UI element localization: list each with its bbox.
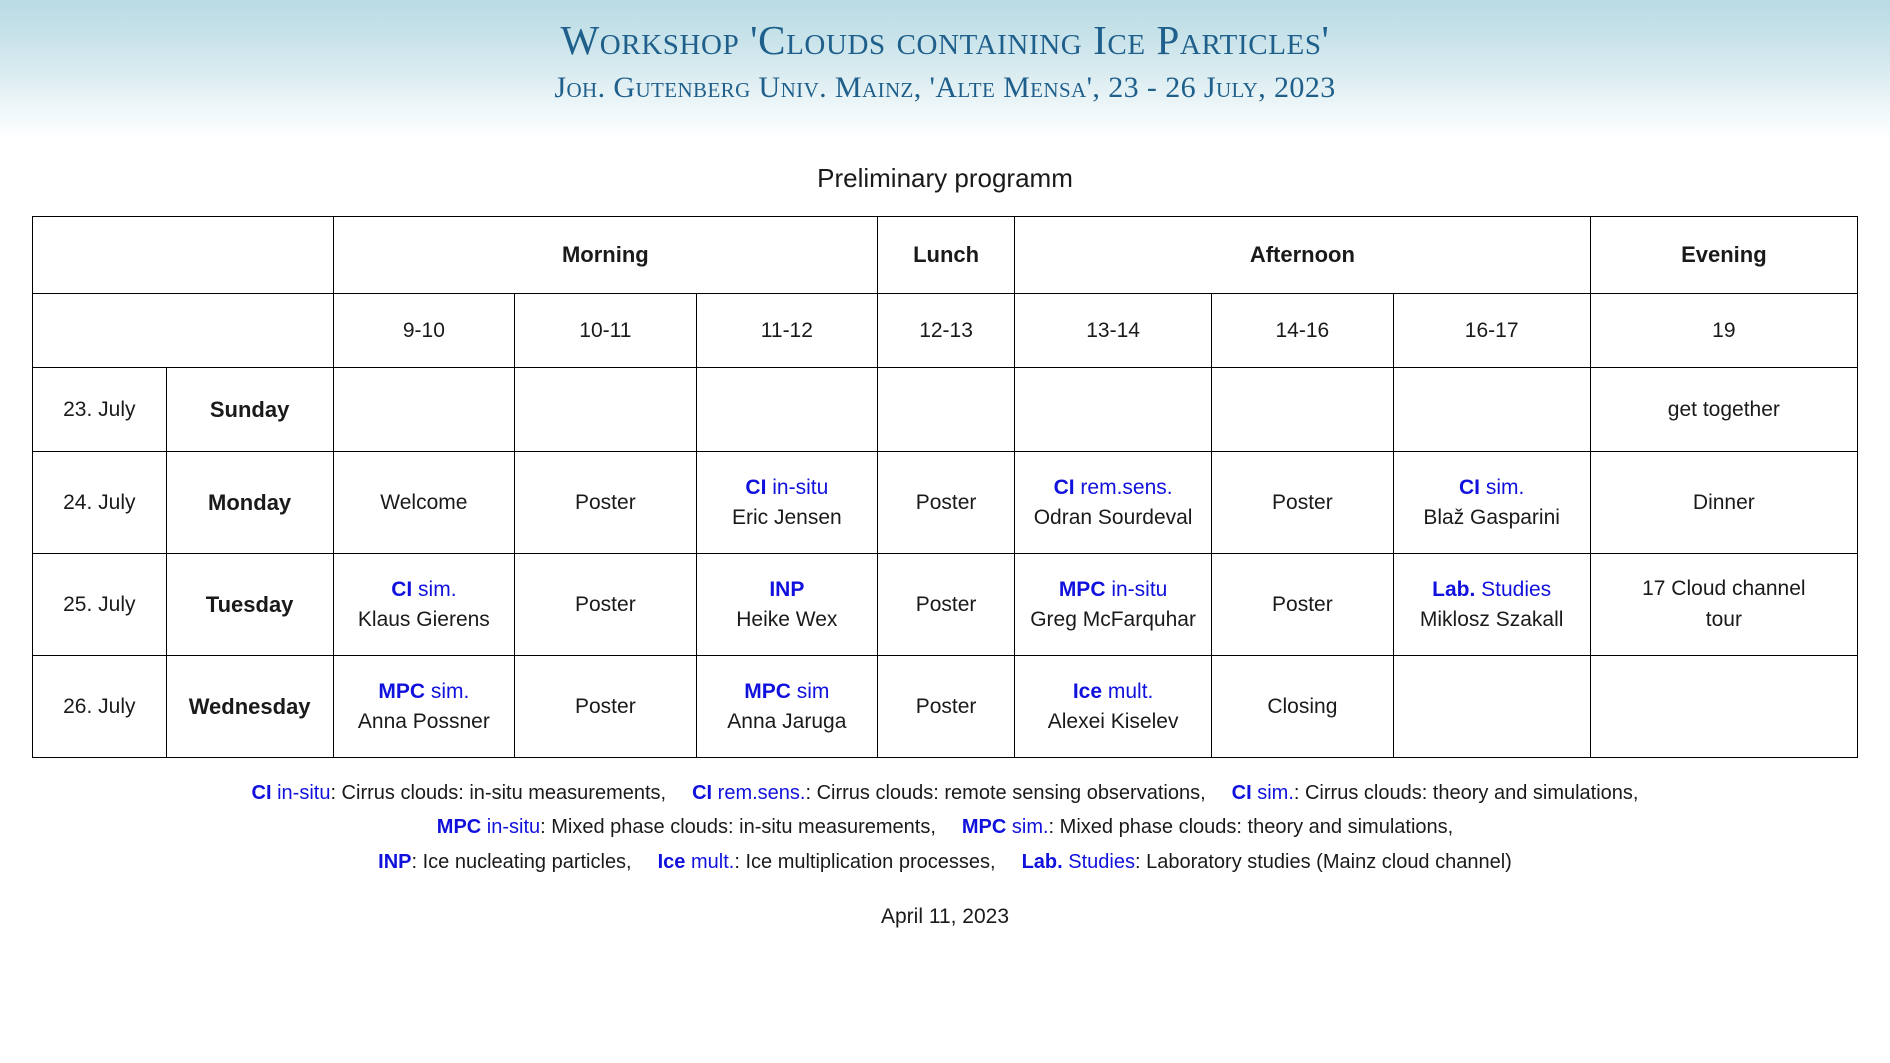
session-topic: CI rem.sens. (1053, 475, 1173, 499)
legend-desc: : Ice nucleating particles, (411, 850, 632, 873)
day-name: Wednesday (166, 656, 333, 758)
session-abbr: CI (1053, 475, 1075, 499)
day-name: Sunday (166, 368, 333, 452)
session-abbr: CI (391, 577, 413, 601)
session-topic: CI sim. (391, 577, 457, 601)
session-block (697, 575, 878, 635)
cell-wednesday-lunch (878, 656, 1015, 758)
session-block (1394, 575, 1590, 635)
session-block (1394, 473, 1590, 533)
legend-line-2 (0, 810, 1890, 844)
time-slot-row (33, 294, 1858, 368)
page-subtitle: Joh. Gutenberg Univ. Mainz, 'Alte Mensa', 23 - 26 July, 2023 (554, 71, 1336, 105)
timeslot-9-10: 9-10 (333, 294, 514, 368)
table-row (33, 554, 1858, 656)
cell-tuesday-14-16 (1212, 554, 1393, 656)
table-row (33, 452, 1858, 554)
session-speaker: Anna Jaruga (727, 709, 847, 733)
table-row (33, 368, 1858, 452)
session-block (1015, 677, 1211, 737)
legend-abbr: CI in-situ (251, 782, 331, 804)
cell-tuesday-16-17 (1393, 554, 1590, 656)
cell-tuesday-evening (1590, 554, 1857, 656)
session-abbr: INP (769, 577, 805, 601)
cell-tuesday-13-14 (1015, 554, 1212, 656)
timeslot-14-16: 14-16 (1212, 294, 1393, 368)
session-block (334, 677, 514, 737)
header-lunch: Lunch (878, 217, 1015, 294)
cell-monday-lunch (878, 452, 1015, 554)
programm-caption: Preliminary programm (817, 163, 1073, 193)
cell-wednesday-11-12 (696, 656, 878, 758)
cell-text: Poster (915, 490, 977, 514)
cell-wednesday-9-10 (333, 656, 514, 758)
session-speaker: Odran Sourdeval (1033, 505, 1193, 529)
cell-text: Poster (575, 592, 636, 616)
cell-monday-13-14 (1015, 452, 1212, 554)
cell-wednesday-16-17 (1393, 656, 1590, 758)
legend-abbr: CI sim. (1231, 782, 1294, 804)
timeslot-11-12: 11-12 (696, 294, 878, 368)
legend-desc: : Ice multiplication processes, (734, 850, 996, 873)
cell-sunday-11-12 (696, 368, 878, 452)
legend-desc: : Mixed phase clouds: theory and simulations, (1048, 816, 1454, 839)
session-block (334, 575, 514, 635)
cell-sunday-9-10 (333, 368, 514, 452)
session-speaker: Eric Jensen (731, 505, 842, 529)
session-topic: Lab. Studies (1432, 577, 1552, 601)
session-speaker: Miklosz Szakall (1419, 607, 1564, 631)
session-topic: Ice mult. (1072, 679, 1154, 703)
session-speaker: Klaus Gierens (357, 607, 490, 631)
cell-text: Poster (575, 490, 636, 514)
page-title: Workshop 'Clouds containing Ice Particles' (560, 17, 1330, 63)
cell-text: Poster (915, 592, 977, 616)
cell-wednesday-14-16 (1212, 656, 1393, 758)
day-date: 25. July (33, 554, 167, 656)
session-abbr: MPC (744, 679, 791, 703)
session-topic (697, 575, 878, 605)
timeslot-12-13: 12-13 (878, 294, 1015, 368)
cell-tuesday-9-10 (333, 554, 514, 656)
session-abbr: Lab. (1432, 577, 1476, 601)
legend-desc: : Cirrus clouds: in-situ measurements, (330, 782, 667, 804)
legend-line-1 (0, 776, 1890, 810)
session-topic: MPC sim. (378, 679, 470, 703)
legend-abbr: MPC in-situ (436, 816, 541, 839)
cell-text: 17 Cloud channel tour (1642, 577, 1806, 631)
cell-sunday-10-11 (515, 368, 696, 452)
day-date: 24. July (33, 452, 167, 554)
cell-monday-14-16 (1212, 452, 1393, 554)
legend-line-3 (0, 845, 1890, 879)
legend-desc: : Laboratory studies (Mainz cloud channel) (1134, 850, 1512, 873)
header-blank-cell (33, 217, 334, 294)
session-abbr: CI (1458, 475, 1480, 499)
session-abbr: MPC (378, 679, 426, 703)
cell-text: Welcome (380, 490, 468, 514)
cell-text: Poster (1272, 592, 1333, 616)
session-speaker: Greg McFarquhar (1030, 607, 1196, 631)
timeslot-10-11: 10-11 (515, 294, 696, 368)
cell-monday-evening (1590, 452, 1857, 554)
footer-date: April 11, 2023 (880, 905, 1010, 929)
cell-sunday-16-17 (1393, 368, 1590, 452)
cell-wednesday-10-11 (515, 656, 696, 758)
session-speaker: Blaž Gasparini (1423, 505, 1560, 529)
cell-text: Poster (1272, 490, 1333, 514)
session-abbr: CI (745, 475, 767, 499)
cell-text: get together (1667, 397, 1780, 421)
schedule-table-wrapper (32, 216, 1858, 758)
session-abbr: Ice (1072, 679, 1103, 703)
day-name: Monday (166, 452, 333, 554)
session-abbr: MPC (1058, 577, 1106, 601)
legend-abbr: MPC sim. (961, 816, 1049, 839)
cell-text: Closing (1267, 694, 1338, 718)
cell-monday-10-11 (515, 452, 696, 554)
day-date: 26. July (33, 656, 167, 758)
header-morning: Morning (333, 217, 877, 294)
session-speaker: Anna Possner (357, 709, 490, 733)
cell-tuesday-11-12 (696, 554, 878, 656)
legend-desc: : Mixed phase clouds: in-situ measurements, (540, 816, 936, 839)
legend-abbr: Lab. Studies (1021, 850, 1135, 873)
session-topic: CI sim. (1458, 475, 1525, 499)
session-block (1015, 575, 1211, 635)
timeslot-blank-cell (33, 294, 334, 368)
cell-sunday-evening (1590, 368, 1857, 452)
header-afternoon: Afternoon (1015, 217, 1591, 294)
header-evening: Evening (1590, 217, 1857, 294)
cell-monday-16-17 (1393, 452, 1590, 554)
session-topic: CI in-situ (745, 475, 829, 499)
cell-sunday-14-16 (1212, 368, 1393, 452)
cell-tuesday-10-11 (515, 554, 696, 656)
legend-abbr: Ice mult. (657, 850, 735, 873)
cell-sunday-lunch (878, 368, 1015, 452)
period-header-row (33, 217, 1858, 294)
day-date: 23. July (33, 368, 167, 452)
session-block (697, 473, 878, 533)
session-block (697, 677, 878, 737)
day-name: Tuesday (166, 554, 333, 656)
cell-monday-11-12 (696, 452, 878, 554)
session-topic: MPC in-situ (1058, 577, 1168, 601)
page-banner (0, 0, 1890, 140)
cell-text: Dinner (1692, 490, 1755, 514)
table-row (33, 656, 1858, 758)
legend-block (0, 776, 1890, 879)
legend-abbr: CI rem.sens. (692, 782, 806, 804)
timeslot-16-17: 16-17 (1393, 294, 1590, 368)
session-speaker: Alexei Kiselev (1047, 709, 1179, 733)
session-topic: MPC sim (744, 679, 830, 703)
cell-wednesday-evening (1590, 656, 1857, 758)
legend-desc: : Cirrus clouds: theory and simulations, (1293, 782, 1639, 804)
cell-sunday-13-14 (1015, 368, 1212, 452)
cell-text: Poster (915, 694, 977, 718)
cell-text: Poster (575, 694, 636, 718)
cell-wednesday-13-14 (1015, 656, 1212, 758)
timeslot-19: 19 (1590, 294, 1857, 368)
legend-abbr: INP (378, 850, 412, 873)
legend-desc: : Cirrus clouds: remote sensing observations, (805, 782, 1206, 804)
schedule-table (32, 216, 1858, 758)
timeslot-13-14: 13-14 (1015, 294, 1212, 368)
cell-tuesday-lunch (878, 554, 1015, 656)
session-block (1015, 473, 1211, 533)
cell-monday-9-10 (333, 452, 514, 554)
session-speaker: Heike Wex (736, 607, 838, 631)
